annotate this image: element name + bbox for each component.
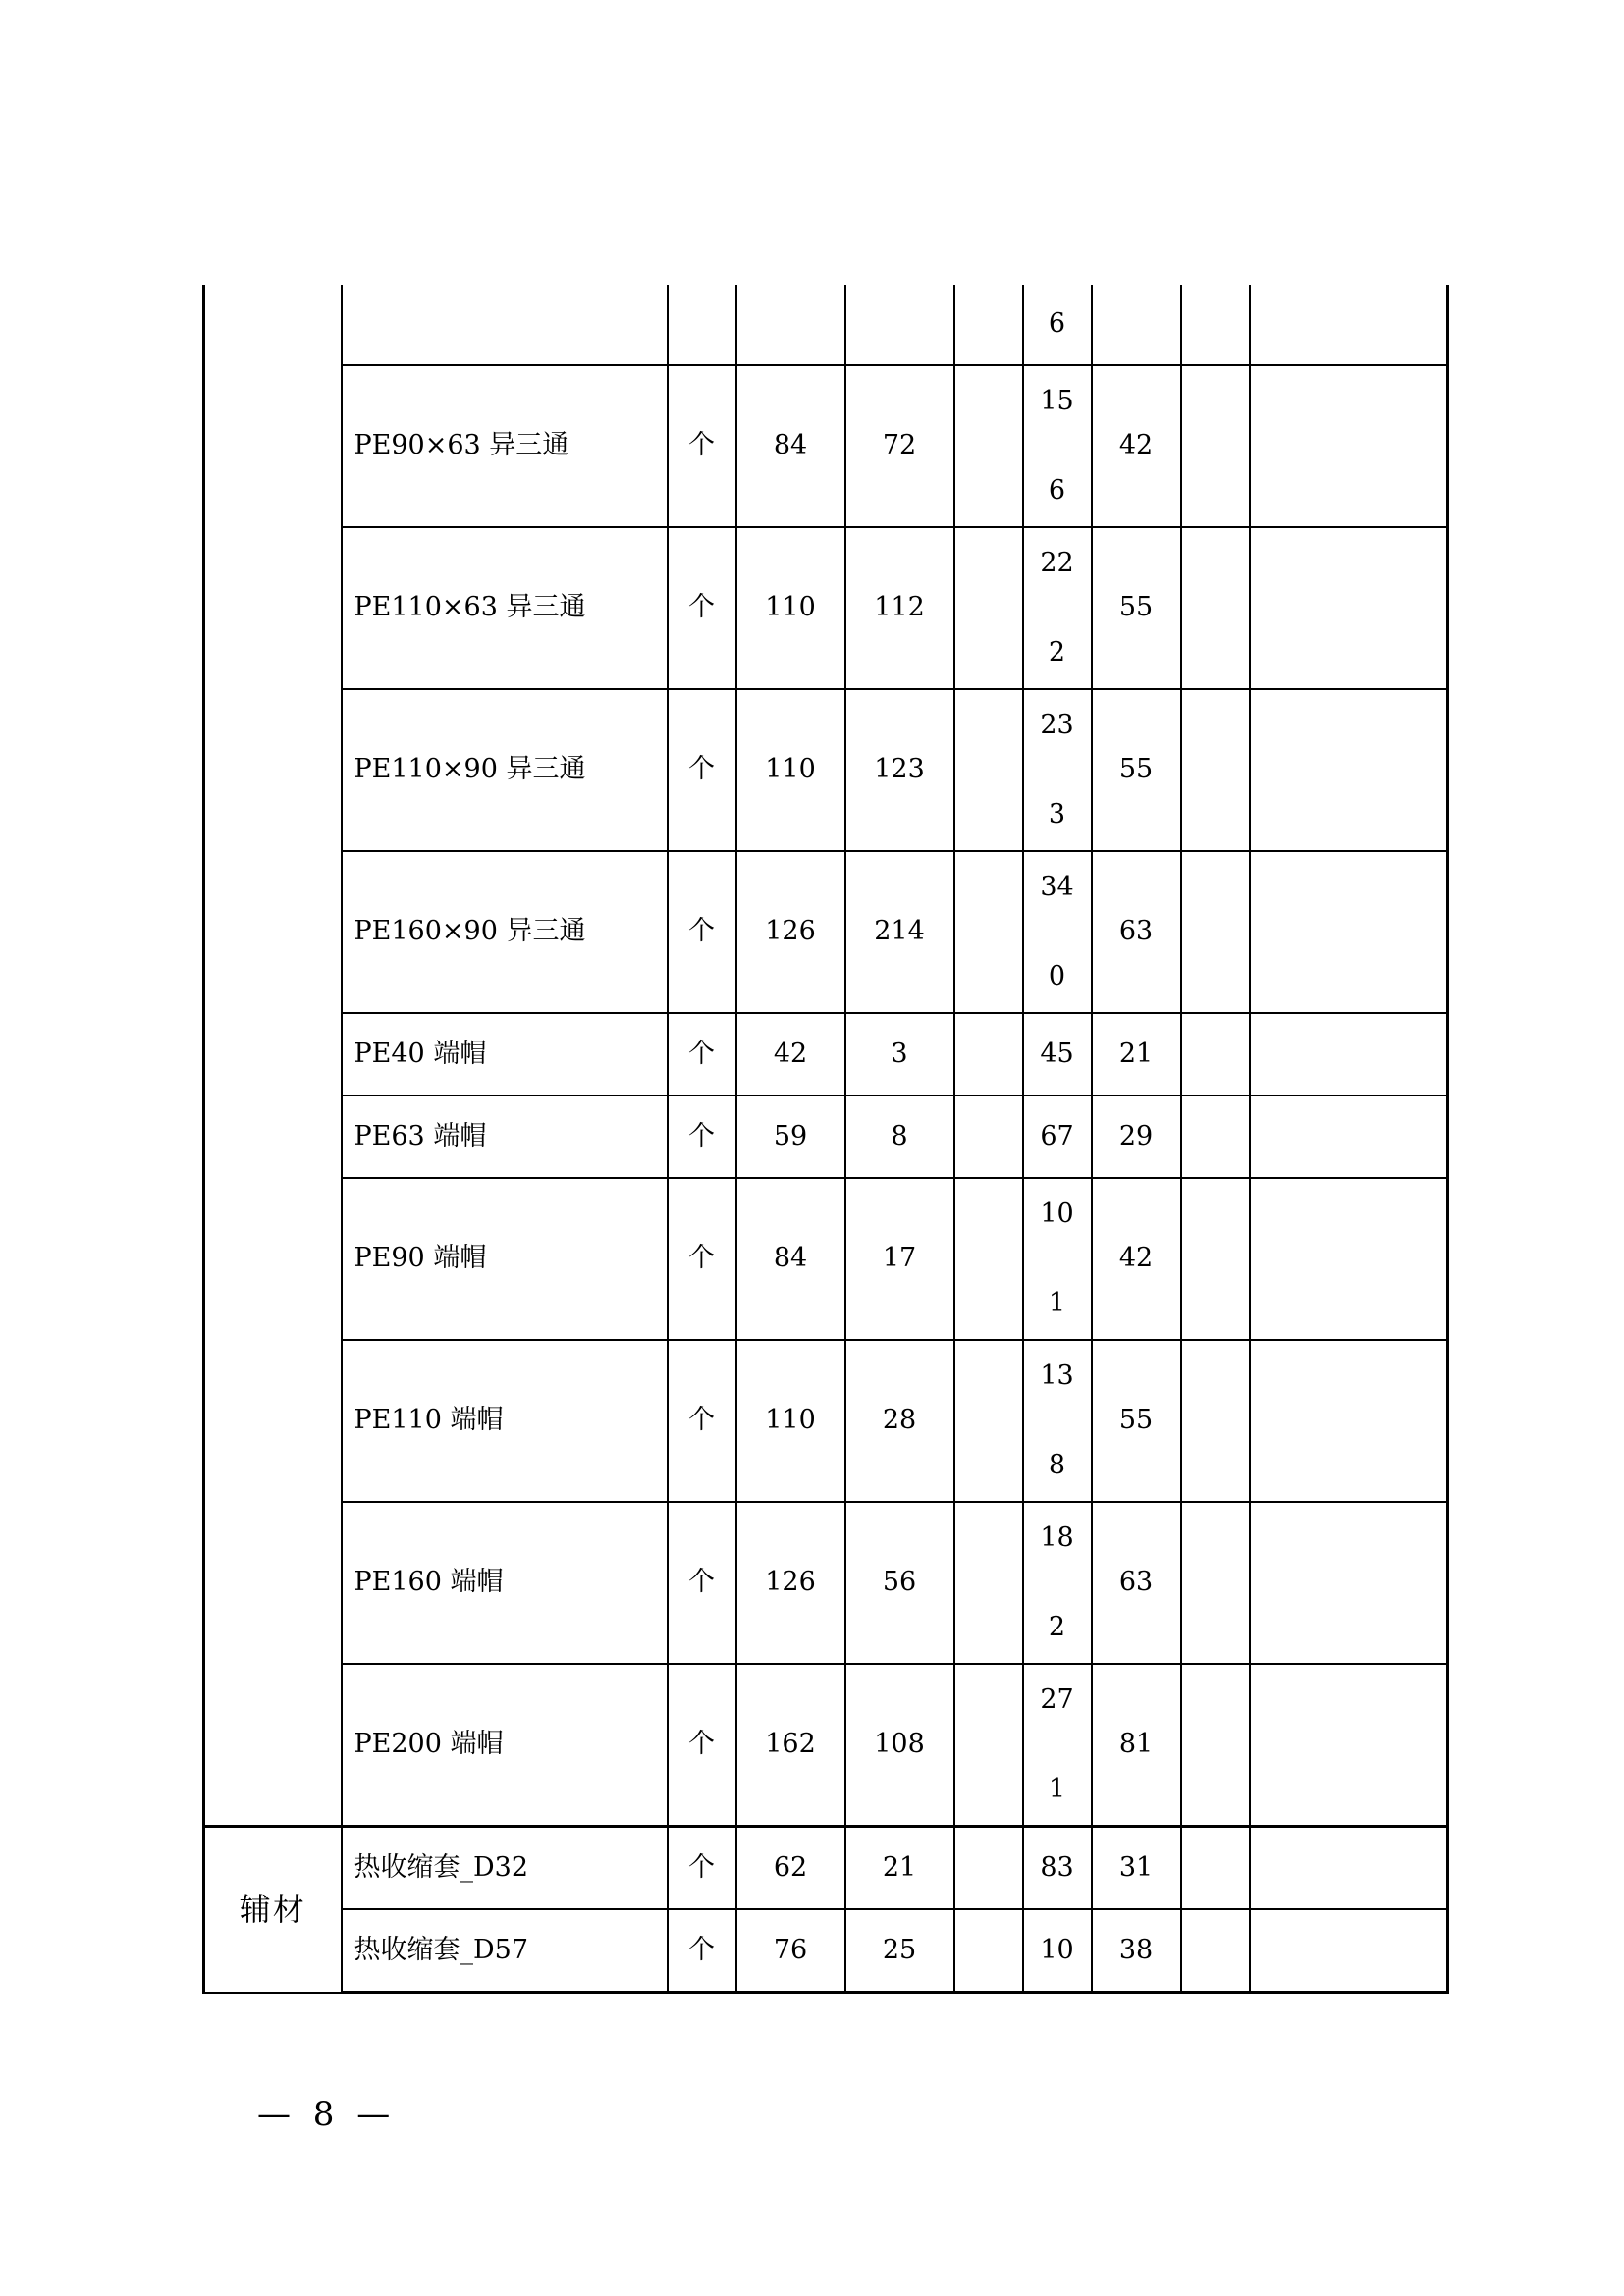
item-qty-6 <box>1181 527 1250 689</box>
item-remark <box>1250 689 1448 851</box>
table-row <box>204 285 1448 365</box>
item-name: 热收缩套_D32 <box>342 1827 668 1910</box>
item-name: PE90 端帽 <box>342 1178 668 1340</box>
item-qty-5: 42 <box>1092 365 1181 527</box>
item-qty-6 <box>1181 851 1250 1013</box>
table-row <box>204 1909 1448 1993</box>
table-row <box>204 689 1448 851</box>
group-cell-empty <box>204 285 342 1827</box>
total-top: 34 <box>1040 872 1074 902</box>
item-qty-3 <box>954 1502 1023 1664</box>
total-bottom: 2 <box>1048 1611 1066 1642</box>
item-remark <box>1250 365 1448 527</box>
item-qty-2: 17 <box>845 1178 954 1340</box>
table-row <box>204 851 1448 1013</box>
item-name: PE110×63 异三通 <box>342 527 668 689</box>
item-qty-6 <box>1181 1095 1250 1178</box>
item-qty-1: 110 <box>736 1340 845 1502</box>
item-qty-1: 110 <box>736 689 845 851</box>
item-unit: 个 <box>668 527 736 689</box>
item-qty-6 <box>1181 1909 1250 1993</box>
item-qty-3 <box>954 851 1023 1013</box>
item-total: 83 <box>1023 1827 1092 1910</box>
item-qty-5: 63 <box>1092 1502 1181 1664</box>
item-qty-2: 21 <box>845 1827 954 1910</box>
table-row <box>204 1013 1448 1095</box>
item-unit: 个 <box>668 689 736 851</box>
item-qty-2: 25 <box>845 1909 954 1993</box>
total-top: 22 <box>1040 548 1074 578</box>
item-qty-6 <box>1181 1013 1250 1095</box>
item-name: PE90×63 异三通 <box>342 365 668 527</box>
item-name: 热收缩套_D57 <box>342 1909 668 1993</box>
item-qty-3 <box>954 527 1023 689</box>
item-qty-5: 29 <box>1092 1095 1181 1178</box>
value-cell <box>845 285 954 365</box>
value-cell <box>1092 285 1181 365</box>
item-qty-5: 55 <box>1092 1340 1181 1502</box>
item-qty-3 <box>954 1178 1023 1340</box>
item-name: PE63 端帽 <box>342 1095 668 1178</box>
total-top: 15 <box>1040 386 1074 416</box>
item-remark <box>1250 1340 1448 1502</box>
item-total: 67 <box>1023 1095 1092 1178</box>
item-total <box>1023 851 1092 1013</box>
item-qty-2: 56 <box>845 1502 954 1664</box>
item-qty-2: 214 <box>845 851 954 1013</box>
item-name: PE110×90 异三通 <box>342 689 668 851</box>
item-qty-3 <box>954 1095 1023 1178</box>
item-qty-2: 72 <box>845 365 954 527</box>
value-cell <box>736 285 845 365</box>
item-qty-5: 38 <box>1092 1909 1181 1993</box>
item-qty-1: 84 <box>736 1178 845 1340</box>
item-qty-1: 110 <box>736 527 845 689</box>
item-qty-3 <box>954 1013 1023 1095</box>
item-qty-3 <box>954 365 1023 527</box>
materials-table <box>202 285 1449 1994</box>
table-row <box>204 1340 1448 1502</box>
table-row <box>204 1664 1448 1827</box>
total-top: 27 <box>1040 1684 1074 1715</box>
item-qty-2: 3 <box>845 1013 954 1095</box>
total-bottom: 1 <box>1048 1287 1066 1318</box>
item-qty-6 <box>1181 1502 1250 1664</box>
item-qty-2: 28 <box>845 1340 954 1502</box>
name-cell <box>342 285 668 365</box>
item-total <box>1023 527 1092 689</box>
item-unit: 个 <box>668 1013 736 1095</box>
item-total <box>1023 1178 1092 1340</box>
total-bottom: 8 <box>1048 1449 1066 1480</box>
item-total: 10 <box>1023 1909 1092 1993</box>
item-qty-6 <box>1181 1827 1250 1910</box>
item-total <box>1023 689 1092 851</box>
item-total: 45 <box>1023 1013 1092 1095</box>
value-cell <box>954 285 1023 365</box>
remark-cell <box>1250 285 1448 365</box>
table-row <box>204 1095 1448 1178</box>
item-remark <box>1250 1178 1448 1340</box>
item-total <box>1023 1340 1092 1502</box>
item-name: PE160 端帽 <box>342 1502 668 1664</box>
item-qty-3 <box>954 1340 1023 1502</box>
item-remark <box>1250 1013 1448 1095</box>
item-qty-3 <box>954 1664 1023 1827</box>
item-unit: 个 <box>668 1095 736 1178</box>
item-unit: 个 <box>668 1502 736 1664</box>
item-qty-2: 123 <box>845 689 954 851</box>
group-label-auxiliary: 辅材 <box>204 1827 342 1993</box>
item-remark <box>1250 1502 1448 1664</box>
table-row <box>204 1502 1448 1664</box>
item-remark <box>1250 1909 1448 1993</box>
item-total <box>1023 1664 1092 1827</box>
item-unit: 个 <box>668 1909 736 1993</box>
item-remark <box>1250 851 1448 1013</box>
item-qty-1: 84 <box>736 365 845 527</box>
item-qty-5: 81 <box>1092 1664 1181 1827</box>
item-name: PE160×90 异三通 <box>342 851 668 1013</box>
value-cell <box>1181 285 1250 365</box>
item-unit: 个 <box>668 1827 736 1910</box>
item-qty-1: 126 <box>736 851 845 1013</box>
item-qty-3 <box>954 1909 1023 1993</box>
item-qty-2: 112 <box>845 527 954 689</box>
total-bottom: 0 <box>1048 960 1066 991</box>
item-unit: 个 <box>668 851 736 1013</box>
table-row <box>204 365 1448 527</box>
item-qty-6 <box>1181 689 1250 851</box>
item-remark <box>1250 527 1448 689</box>
page-number: — 8 — <box>257 2095 397 2134</box>
item-qty-5: 31 <box>1092 1827 1181 1910</box>
item-remark <box>1250 1664 1448 1827</box>
item-qty-1: 42 <box>736 1013 845 1095</box>
item-qty-5: 63 <box>1092 851 1181 1013</box>
table-row <box>204 527 1448 689</box>
item-qty-1: 76 <box>736 1909 845 1993</box>
item-qty-1: 162 <box>736 1664 845 1827</box>
item-qty-6 <box>1181 1664 1250 1827</box>
unit-cell <box>668 285 736 365</box>
item-name: PE110 端帽 <box>342 1340 668 1502</box>
item-qty-6 <box>1181 365 1250 527</box>
total-top: 10 <box>1040 1199 1074 1229</box>
total-bottom: 2 <box>1048 636 1066 667</box>
item-total <box>1023 365 1092 527</box>
item-total <box>1023 1502 1092 1664</box>
item-qty-1: 126 <box>736 1502 845 1664</box>
item-unit: 个 <box>668 1178 736 1340</box>
item-qty-5: 55 <box>1092 689 1181 851</box>
item-unit: 个 <box>668 1340 736 1502</box>
item-unit: 个 <box>668 1664 736 1827</box>
item-qty-5: 42 <box>1092 1178 1181 1340</box>
item-remark <box>1250 1827 1448 1910</box>
total-top: 13 <box>1040 1361 1074 1391</box>
item-qty-3 <box>954 1827 1023 1910</box>
total-bottom: 6 <box>1048 474 1066 506</box>
table-row <box>204 1827 1448 1910</box>
total-bottom: 3 <box>1048 798 1066 829</box>
item-qty-1: 59 <box>736 1095 845 1178</box>
item-name: PE200 端帽 <box>342 1664 668 1827</box>
item-qty-3 <box>954 689 1023 851</box>
table-row <box>204 1178 1448 1340</box>
item-name: PE40 端帽 <box>342 1013 668 1095</box>
item-qty-6 <box>1181 1178 1250 1340</box>
total-cell: 6 <box>1023 285 1092 365</box>
item-remark <box>1250 1095 1448 1178</box>
item-qty-5: 55 <box>1092 527 1181 689</box>
total-top: 18 <box>1040 1522 1074 1553</box>
item-qty-5: 21 <box>1092 1013 1181 1095</box>
item-qty-2: 8 <box>845 1095 954 1178</box>
total-bottom: 1 <box>1048 1773 1066 1804</box>
item-unit: 个 <box>668 365 736 527</box>
item-qty-6 <box>1181 1340 1250 1502</box>
total-top: 23 <box>1040 710 1074 740</box>
item-qty-2: 108 <box>845 1664 954 1827</box>
item-qty-1: 62 <box>736 1827 845 1910</box>
